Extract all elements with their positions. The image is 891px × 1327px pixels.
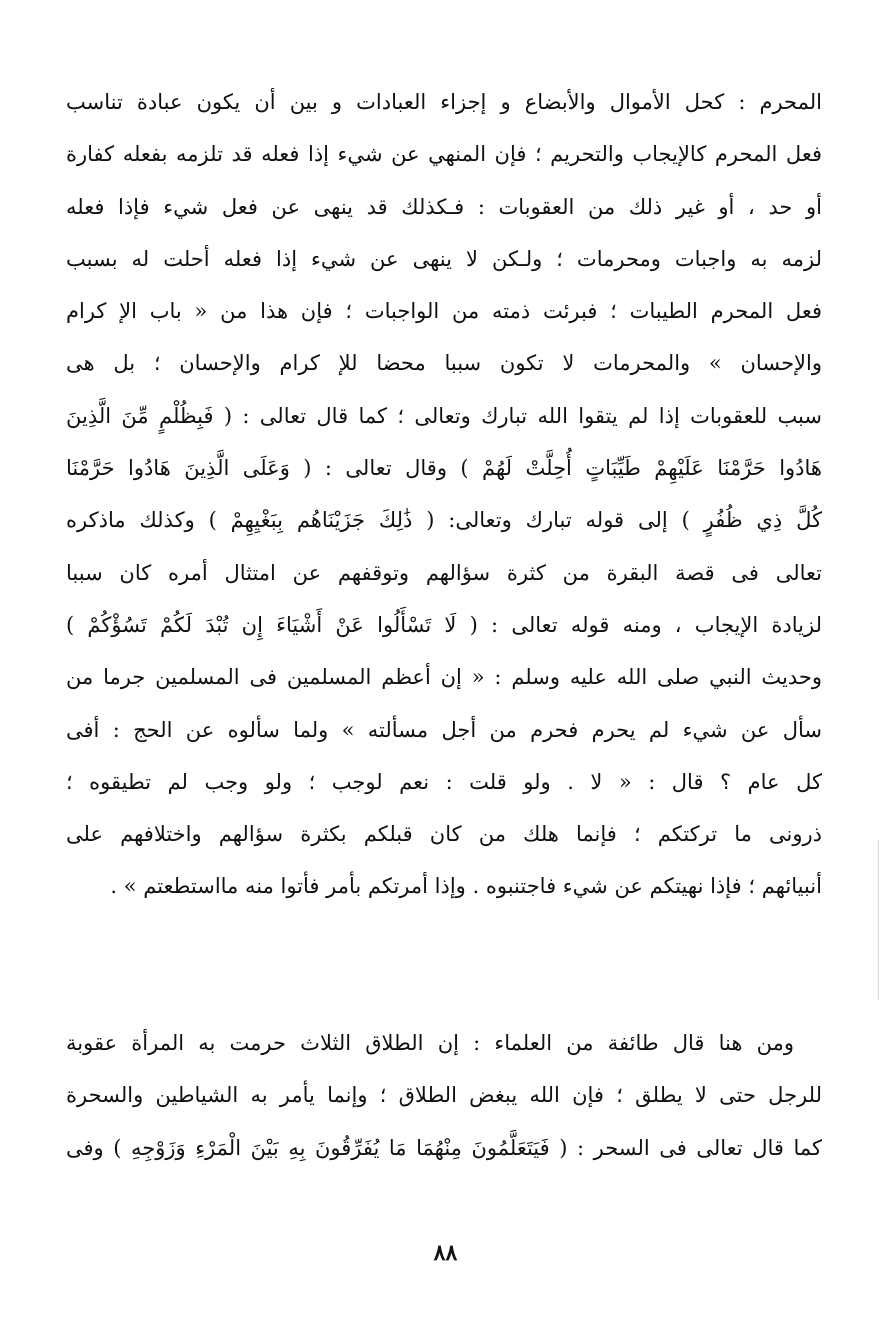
page-number: ٨٨: [433, 1240, 458, 1266]
paragraph-1: [66, 76, 822, 913]
page-edge-shadow: [878, 840, 879, 1000]
text-line: كُلَّ ذِي ظُفُرٍ ) إلى قوله تبارك وتعالى: ( ذَٰلِكَ جَزَيْنَاهُم بِبَغْيِهِمْ ) وكذلك ماذكره: [66, 508, 822, 533]
text-line: فعل المحرم الطيبات ؛ فبرئت ذمته من الواجبات ؛ فإن هذا من « باب الإ كرام: [66, 299, 822, 324]
text-line: وحديث النبي صلى الله عليه وسلم : « إن أعظم المسلمين فى المسلمين جرما من: [66, 665, 822, 690]
text-line: أنبيائهم ؛ فإذا نهيتكم عن شيء فاجتنبوه . وإذا أمرتكم بأمر فأتوا منه مااستطعتم » .: [110, 874, 822, 899]
text-line: ومن هنا قال طائفة من العلماء : إن الطلاق الثلاث حرمت به المرأة عقوبة: [66, 1031, 794, 1055]
text-line: ذرونى ما تركتكم ؛ فإنما هلك من كان قبلكم بكثرة سؤالهم واختلافهم على: [66, 822, 822, 847]
text-line: كما قال تعالى فى السحر : ( فَيَتَعَلَّمُونَ مِنْهُمَا مَا يُفَرِّقُونَ بِهِ بَيْنَ الْمَرْءِ وَزَوْجِهِ ) وفى: [66, 1135, 822, 1160]
text-line: والإحسان » والمحرمات لا تكون سببا محضا للإ كرام والإحسان ؛ بل هى: [66, 351, 822, 376]
text-line: لزيادة الإيجاب ، ومنه قوله تعالى : ( لَا تَسْأَلُوا عَنْ أَشْيَاءَ إِن تُبْدَ لَكُمْ تَسُؤْكُمْ ): [66, 612, 822, 637]
text-line: أو حد ، أو غير ذلك من العقوبات : فـكذلك قد ينهى عن فعل شيء فإذا فعله: [66, 194, 822, 219]
text-line: لزمه به واجبات ومحرمات ؛ ولـكن لا ينهى عن شيء إذا فعله أحلت له بسبب: [66, 246, 822, 271]
paragraph-2: [66, 1017, 822, 1174]
text-line: تعالى فى قصة البقرة من كثرة سؤالهم وتوقفهم عن امتثال أمره كان سببا: [66, 560, 822, 585]
text-line: سأل عن شيء لم يحرم فحرم من أجل مسألته » ولما سألوه عن الحج : أفى: [66, 717, 822, 742]
text-line: هَادُوا حَرَّمْنَا عَلَيْهِمْ طَيِّبَاتٍ أُحِلَّتْ لَهُمْ ) وقال تعالى : ( وَعَلَى الَّذِينَ هَادُوا حَرَّمْنَا: [66, 456, 822, 481]
text-line: فعل المحرم كالإيجاب والتحريم ؛ فإن المنهي عن شيء إذا فعله قد تلزمه بفعله كفارة: [66, 142, 822, 167]
text-line: كل عام ؟ قال : « لا . ولو قلت : نعم لوجب ؛ ولو وجب لم تطيقوه ؛: [66, 769, 822, 794]
text-line: للرجل حتى لا يطلق ؛ فإن الله يبغض الطلاق ؛ وإنما يأمر به الشياطين والسحرة: [66, 1083, 822, 1108]
text-line: سبب للعقوبات إذا لم يتقوا الله تبارك وتعالى ؛ كما قال تعالى : ( فَبِظُلْمٍ مِّنَ الَّذِينَ: [66, 403, 822, 428]
text-line: المحرم : كحل الأموال والأبضاع و إجزاء العبادات و بين أن يكون عبادة تناسب: [66, 90, 822, 114]
